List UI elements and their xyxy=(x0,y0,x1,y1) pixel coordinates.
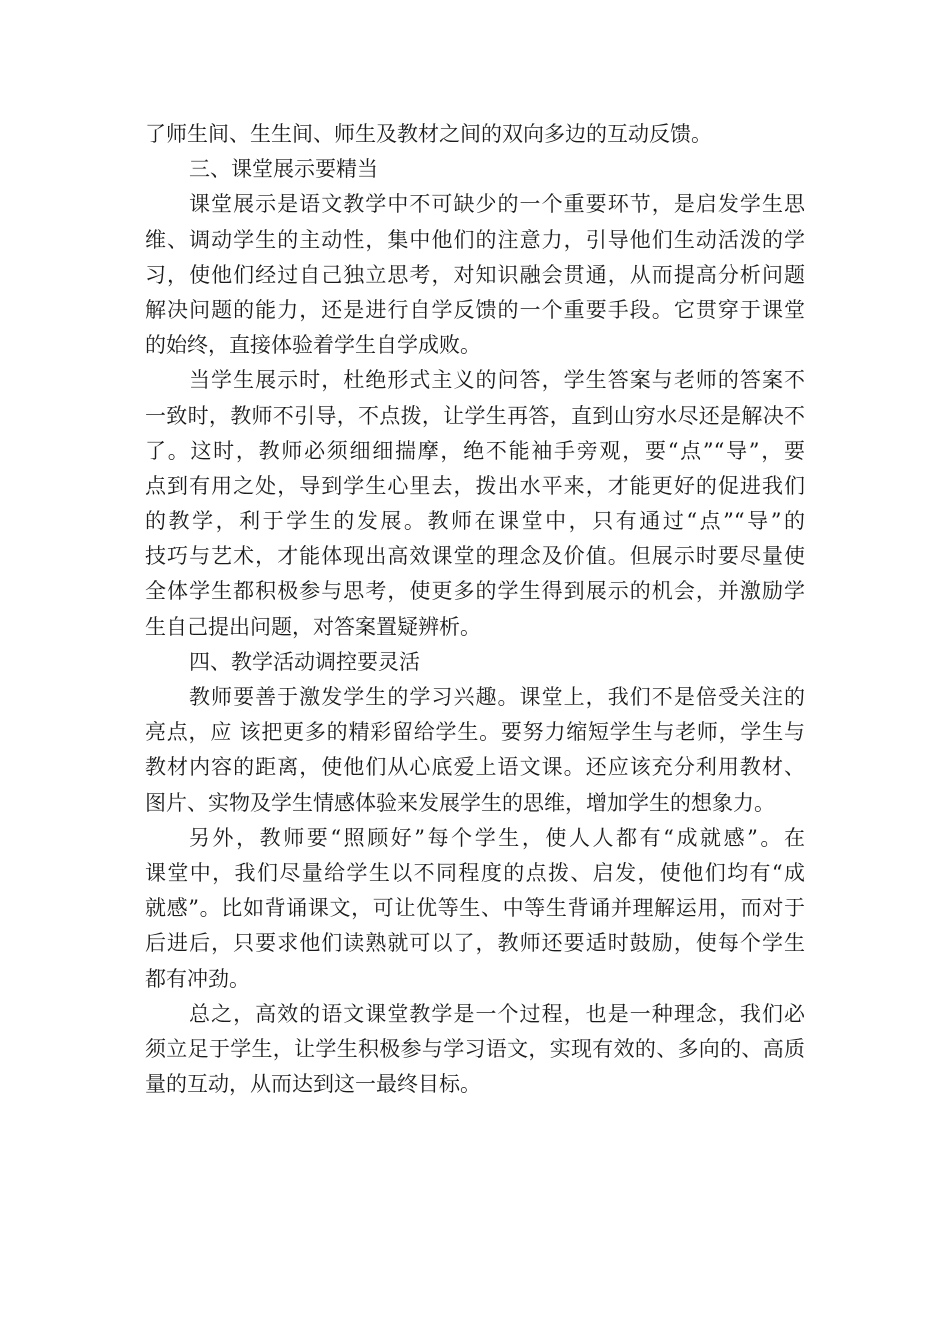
heading-text: 四、教学活动调控要灵活 xyxy=(189,649,420,674)
text-line: 维、调动学生的主动性，集中他们的注意力，引导他们生动活泼的学 xyxy=(145,227,805,252)
section-heading-4 xyxy=(145,645,805,680)
text-line: 全体学生都积极参与思考，使更多的学生得到展示的机会，并激励学 xyxy=(145,579,805,604)
text-line: 解决问题的能力，还是进行自学反馈的一个重要手段。它贯穿于课堂 xyxy=(145,297,805,322)
text-line: 当学生展示时，杜绝形式主义的问答，学生答案与老师的答案不 xyxy=(189,368,805,393)
paragraph-stimulate-interest xyxy=(145,680,805,821)
text-line: 的始终，直接体验着学生自学成败。 xyxy=(145,333,481,358)
text-line: 量的互动，从而达到这一最终目标。 xyxy=(145,1072,481,1097)
text-line: 了。这时，教师必须细细揣摩，绝不能袖手旁观，要“点”“导”，要 xyxy=(145,438,805,463)
text-line: 习，使他们经过自己独立思考，对知识融会贯通，从而提高分析问题 xyxy=(145,262,805,287)
paragraph-conclusion xyxy=(145,997,805,1103)
document-page xyxy=(145,117,805,1102)
section-heading-3 xyxy=(145,152,805,187)
text-line: 了师生间、生生间、师生及教材之间的双向多边的互动反馈。 xyxy=(145,122,712,146)
text-line: 技巧与艺术，才能体现出高效课堂的理念及价值。但展示时要尽量使 xyxy=(145,544,805,569)
paragraph-continuation xyxy=(145,117,805,152)
text-line: 都有冲劲。 xyxy=(145,966,250,991)
text-line: 教师要善于激发学生的学习兴趣。课堂上，我们不是倍受关注的 xyxy=(189,685,805,709)
text-line: 图片、实物及学生情感体验来发展学生的思维，增加学生的想象力。 xyxy=(145,790,775,815)
text-line: 课堂展示是语文教学中不可缺少的一个重要环节，是启发学生思 xyxy=(189,192,805,217)
text-line: 的教学，利于学生的发展。教师在课堂中，只有通过“点”“导”的 xyxy=(145,509,805,534)
text-line: 总之，高效的语文课堂教学是一个过程，也是一种理念，我们必 xyxy=(189,1001,805,1026)
heading-text: 三、课堂展示要精当 xyxy=(189,157,378,182)
text-line: 亮点，应 该把更多的精彩留给学生。要努力缩短学生与老师，学生与 xyxy=(145,720,805,745)
text-line: 点到有用之处，导到学生心里去，拨出水平来，才能更好的促进我们 xyxy=(145,473,805,498)
text-line: 须立足于学生，让学生积极参与学习语文，实现有效的、多向的、高质 xyxy=(145,1036,805,1061)
text-line: 就感”。比如背诵课文，可让优等生、中等生背诵并理解运用，而对于 xyxy=(145,896,805,921)
paragraph-classroom-display xyxy=(145,187,805,363)
paragraph-care-every-student xyxy=(145,821,805,997)
text-line: 另外，教师要“照顾好”每个学生，使人人都有“成就感”。在 xyxy=(189,825,805,850)
text-line: 一致时，教师不引导，不点拨，让学生再答，直到山穷水尽还是解决不 xyxy=(145,403,805,428)
text-line: 生自己提出问题，对答案置疑辨析。 xyxy=(145,614,481,639)
text-line: 教材内容的距离，使他们从心底爱上语文课。还应该充分利用教材、 xyxy=(145,755,805,780)
paragraph-student-display xyxy=(145,363,805,645)
text-line: 课堂中，我们尽量给学生以不同程度的点拨、启发，使他们均有“成 xyxy=(145,860,805,885)
text-line: 后进后，只要求他们读熟就可以了，教师还要适时鼓励，使每个学生 xyxy=(145,931,805,956)
